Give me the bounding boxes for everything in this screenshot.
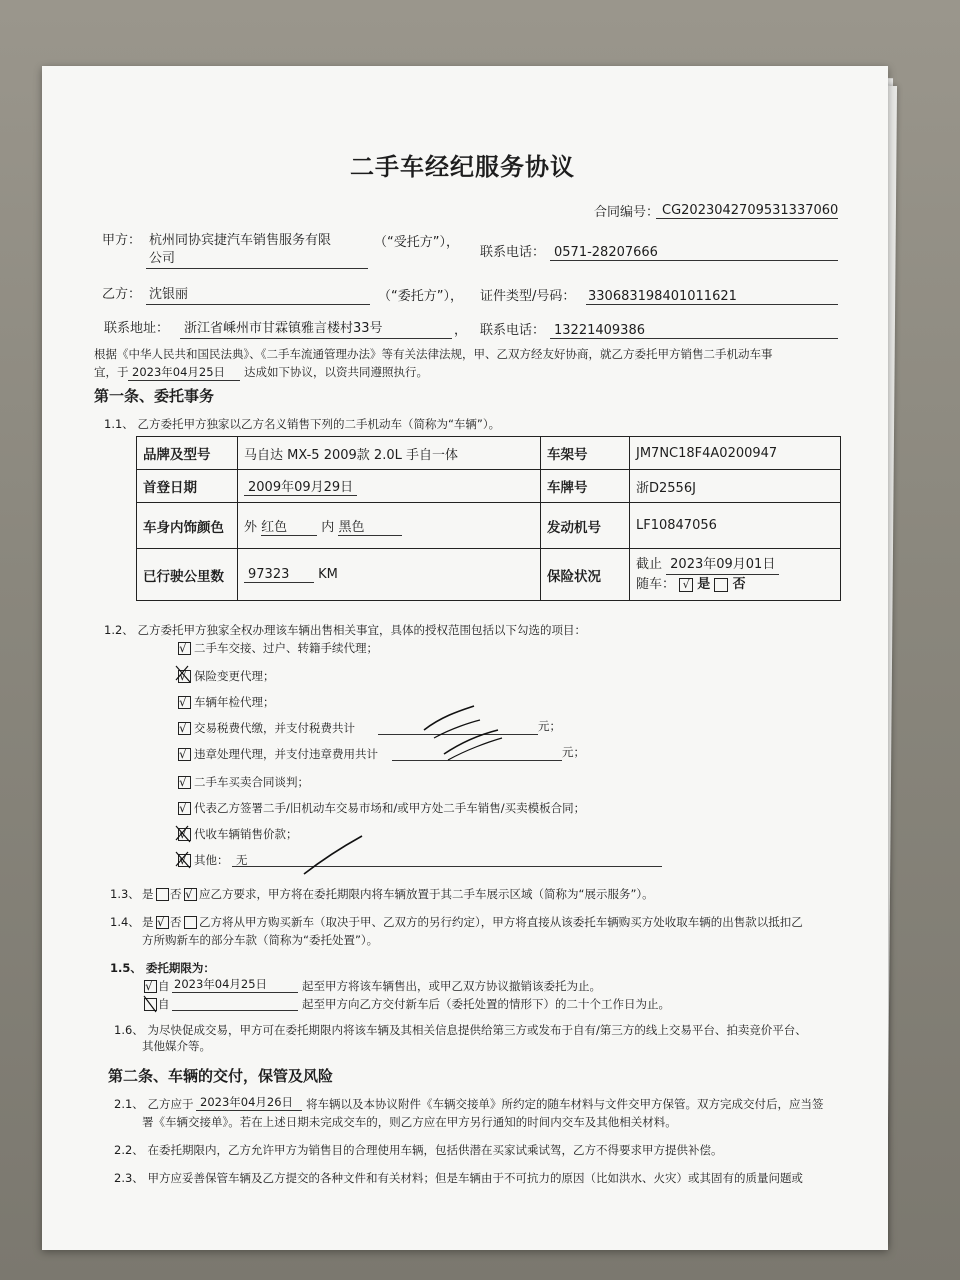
item-1-2-5: 违章处理代理，并支付违章费用共计 [194,747,378,761]
clause-2-3: 2.3、 甲方应妥善保管车辆及乙方提交的各种文件和有关材料；但是车辆由于不可抗力的原因（比如洪水、火灾）或其固有的质量问题或 [114,1171,803,1185]
item-1-2-6: 二手车买卖合同谈判； [194,775,309,789]
clause-1-3-check-mark: √ [185,887,193,901]
item-1-2-1: 二手车交接、过户、转籍手续代理； [194,641,378,655]
party-a-name-line2: 公司 [149,251,176,266]
vin-value: JM7NC18F4A0200947 [630,437,841,470]
party-b-name: 沈银丽 [149,287,189,302]
check-mark-3: √ [179,695,187,709]
mileage-value: 97323 [244,567,314,583]
party-a-phone: 0571-28207666 [554,245,658,260]
party-b-phone: 13221409386 [554,323,645,338]
pen-stroke [448,738,502,760]
clause-1-6-line2: 其他媒介等。 [142,1039,211,1053]
check-mark-1: √ [179,641,187,655]
brand-value: 马自达 MX-5 2009款 2.0L 手自一体 [238,437,541,470]
contract-no-label: 合同编号： [594,205,660,220]
brand-label: 品牌及型号 [137,437,238,470]
vin-label: 车架号 [541,437,630,470]
item-1-2-4-suffix: 元； [538,719,561,733]
party-b-role: （“委托方”）， [378,289,463,304]
preamble-date: 2023年04月25日 [132,365,226,379]
clause-1-4-no-label: 否 [170,915,182,929]
plate-label: 车牌号 [541,470,630,503]
party-a-phone-label: 联系电话： [480,245,546,260]
clause-1-4-yes-label: 是 [142,915,154,929]
plate-value: 浙D2556J [630,470,841,503]
party-b-address-label: 联系地址： [104,321,170,336]
check-mark-8: √ [179,827,187,841]
contract-page [42,66,888,1250]
mileage-unit: KM [318,566,338,582]
party-b-address: 浙江省嵊州市甘霖镇雅言楼村33号 [184,321,383,336]
clause-1-1: 1.1、 乙方委托甲方独家以乙方名义销售下列的二手机动车（简称为“车辆”）。 [104,417,501,431]
pen-stroke [176,666,190,682]
color-in-label: 内 [321,519,335,535]
document-title: 二手车经纪服务协议 [350,153,575,181]
item-1-2-4: 交易税费代缴，并支付税费共计 [194,721,355,735]
item-1-2-2: 保险变更代理； [194,669,275,683]
pen-stroke [434,720,480,738]
item-1-2-3: 车辆年检代理； [194,695,275,709]
clause-1-2-intro: 1.2、 乙方委托甲方独家全权办理该车辆出售相关事宜，具体的授权范围包括以下勾选的项目： [104,623,586,637]
clause-1-3-no-label: 否 [170,887,182,901]
clause-2-1-line2: 署《车辆交接单》。若在上述日期未完成交车的，则乙方应在甲方另行通知的时间内交车及其他相关材料。 [142,1115,677,1129]
clause-1-4-number: 1.4、 [110,915,140,929]
article-2-title: 第二条、车辆的交付，保管及风险 [108,1067,334,1085]
item-1-2-9: 其他： [194,853,229,867]
insurance-label: 保险状况 [541,549,630,601]
preamble-line2-suffix: 达成如下协议，以资共同遵照执行。 [244,365,428,379]
insurance-until-date: 2023年09月01日 [666,555,779,575]
party-b-id-label: 证件类型/号码： [480,289,576,304]
item-1-2-8: 代收车辆销售价款； [194,827,298,841]
pen-stroke [424,706,474,730]
item-1-2-5-suffix: 元； [562,745,585,759]
insurance-with-label: 随车： [636,577,676,592]
party-a-label: 甲方： [102,233,142,248]
term-option-1-check-mark: √ [145,979,153,993]
preamble-line1: 根据《中华人民共和国民法典》、《二手车流通管理办法》等有关法律法规，甲、乙双方经友好协商，就乙方委托甲方销售二手机动车事 [94,347,773,361]
engine-label: 发动机号 [541,503,630,549]
item-1-2-9-value: 无 [236,853,248,867]
clause-2-1-date: 2023年04月26日 [200,1095,294,1109]
check-mark-2: √ [179,669,187,683]
party-b-id-number: 330683198401011621 [588,289,737,304]
handwritten-strokes [42,66,888,1250]
article-1-title: 第一条、委托事务 [94,387,215,405]
party-b-label: 乙方： [102,287,142,302]
pen-stroke [144,996,156,1012]
insurance-yes-label: 是 [697,577,711,592]
party-a-role: （“受托方”）， [374,235,459,250]
clause-1-4-check-mark: √ [157,915,165,929]
check-mark-9: √ [179,853,187,867]
clause-1-6-line1: 1.6、 为尽快促成交易，甲方可在委托期限内将该车辆及其相关信息提供给第三方或发布于自有/第三方的线上交易平台、拍卖竞价平台、 [114,1023,807,1037]
clause-1-3-yes-label: 是 [142,887,154,901]
insurance-yes-checkbox[interactable]: √ [679,578,693,592]
contract-no: CG2023042709531337060 [662,203,839,218]
clause-2-1-prefix: 2.1、 乙方应于 [114,1097,194,1111]
insurance-no-label: 否 [732,577,746,592]
check-mark-5: √ [179,747,187,761]
pen-stroke [176,852,190,868]
clause-1-4-line1: 乙方将从甲方购买新车（取决于甲、乙双方的另行约定），甲方将直接从该委托车辆购买方处收取车辆的出售款以抵扣乙 [199,915,803,929]
party-b-phone-label: 联系电话： [480,323,546,338]
clause-1-4-line2: 方所购新车的部分车款（简称为“委托处置”）。 [142,933,379,947]
color-out-value: 红色 [261,516,317,536]
clause-1-5-title: 1.5、 委托期限为： [110,961,215,975]
term-option-1-text: 起至甲方将该车辆售出，或甲乙双方协议撤销该委托为止。 [302,979,601,993]
reg-date-label: 首登日期 [137,470,238,503]
clause-1-3-number: 1.3、 [110,887,140,901]
color-label: 车身内饰颜色 [137,503,238,549]
clause-2-2: 2.2、 在委托期限内，乙方允许甲方为销售目的合理使用车辆，包括供潜在买家试乘试驾，乙方不得要求甲方提供补偿。 [114,1143,723,1157]
check-mark-6: √ [179,775,187,789]
check-mark-7: √ [179,801,187,815]
term-option-1-date: 2023年04月25日 [174,977,268,991]
pen-stroke [304,836,362,874]
insurance-until-label: 截止 [636,557,663,572]
clause-1-3-text: 应乙方要求，甲方将在委托期限内将车辆放置于其二手车展示区域（简称为“展示服务”）。 [199,887,654,901]
reg-date-value: 2009年09月29日 [244,476,357,496]
color-out-label: 外 [244,519,258,535]
clause-2-1-line1: 将车辆以及本协议附件《车辆交接单》所约定的随车材料与文件交甲方保管。双方完成交付后，应当签 [306,1097,824,1111]
term-option-1-prefix: 自 [158,979,170,993]
term-option-2-text: 起至甲方向乙方交付新车后（委托处置的情形下）的二十个工作日为止。 [302,997,670,1011]
color-in-value: 黑色 [338,516,402,536]
mileage-label: 已行驶公里数 [137,549,238,601]
preamble-line2-prefix: 宜，于 [94,365,129,379]
term-option-2-prefix: 自 [158,997,170,1011]
item-1-2-7: 代表乙方签署二手/旧机动车交易市场和/或甲方处二手车销售/买卖模板合同； [194,801,586,815]
party-a-name-line1: 杭州同协宾捷汽车销售服务有限 [149,233,332,248]
engine-value: LF10847056 [630,503,841,549]
pen-stroke [176,826,190,842]
check-mark-4: √ [179,721,187,735]
party-b-address-sep: ， [454,323,468,338]
